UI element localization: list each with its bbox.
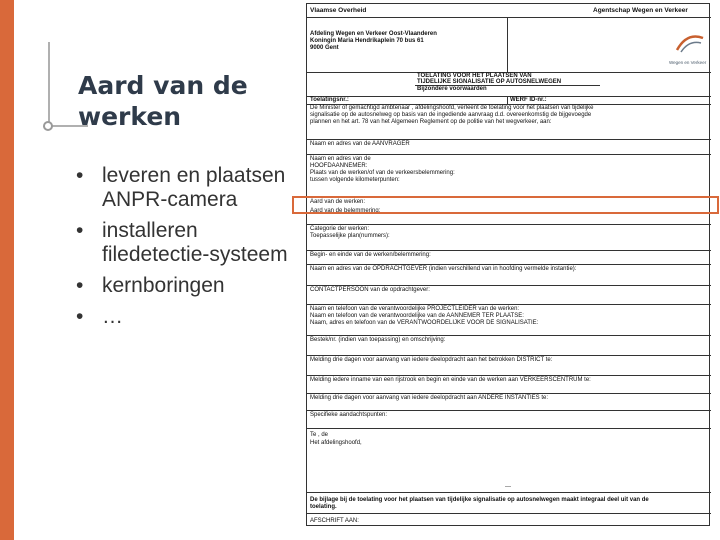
form-field-label: Melding drie dagen voor aanvang van iedere deelopdracht aan ANDERE INSTANTIES te: — [310, 395, 549, 401]
form-divider — [307, 285, 711, 286]
bullet-list — [72, 164, 297, 336]
bullet-icon: • — [76, 219, 84, 242]
form-divider — [307, 393, 711, 394]
form-heading: TIJDELIJKE SIGNALISATIE OP AUTOSNELWEGEN — [417, 79, 562, 85]
form-field-label: Aard van de werken: — [310, 199, 366, 205]
form-field-label: HOOFDAANNEMER: — [310, 163, 368, 169]
form-divider-vertical — [507, 17, 508, 72]
form-field-label: WERF ID-nr.: — [510, 97, 547, 103]
form-header-right: Agentschap Wegen en Verkeer — [593, 7, 688, 14]
bullet-item — [72, 164, 297, 212]
permit-form-document — [306, 3, 710, 526]
form-divider — [307, 264, 711, 265]
highlight-box — [292, 196, 719, 214]
form-divider — [307, 375, 711, 376]
form-intro-text: signalisatie op de autosnelweg op basis van de ingediende aanvraag d.d. overeenkomstig de bijgevoegde — [310, 112, 592, 118]
form-field-label: Naam en adres van de AANVRAGER — [310, 141, 410, 147]
logo-caption: Wegen en Verkeer — [669, 60, 707, 65]
form-divider — [307, 335, 711, 336]
form-field-label: Naam en adres van de — [310, 156, 371, 162]
form-field-label: Aard van de belemmering: — [310, 208, 381, 214]
form-intro-text: plannen en het art. 78 van het Algemeen Reglement op de politie van het wegverkeer, aan: — [310, 119, 552, 125]
form-field-label: Naam en telefoon van de verantwoordelijke van de AANNEMER TER PLAATSE: — [310, 313, 524, 319]
form-field-label: CONTACTPERSOON van de opdrachtgever: — [310, 287, 430, 293]
form-divider — [307, 17, 711, 18]
form-field-label: tussen volgende kilometerpunten: — [310, 177, 400, 183]
form-intro-text: De Minister of gemachtigd ambtenaar , afdelingshoofd, verleent de toelating voor het plaatsen van tijdelijke — [310, 105, 594, 111]
form-divider — [307, 355, 711, 356]
form-page-marker: --- — [505, 484, 511, 490]
form-header-left: Vlaamse Overheid — [310, 7, 367, 14]
wegen-verkeer-logo-icon — [673, 30, 707, 58]
form-divider — [307, 410, 711, 411]
form-field-label: Toelatingsnr.: — [310, 97, 349, 103]
form-divider — [307, 250, 711, 251]
bullet-text: leveren en plaatsen ANPR-camera — [102, 164, 286, 211]
form-heading: Bijzondere voorwaarden — [417, 86, 487, 92]
accent-bar — [0, 0, 14, 540]
form-field-label: Begin- en einde van de werken/belemmering: — [310, 252, 431, 258]
form-place-date: Te , de — [310, 432, 329, 438]
form-field-label: Naam en telefoon van de verantwoordelijke PROJECTLEIDER van de werken: — [310, 306, 520, 312]
form-field-label: Specifieke aandachtspunten: — [310, 412, 388, 418]
form-divider — [307, 304, 711, 305]
bullet-text: … — [102, 305, 123, 328]
bullet-item — [72, 274, 297, 298]
form-divider — [307, 139, 711, 140]
form-footer-note: De bijlage bij de toelating voor het plaatsen van tijdelijke signalisatie op autosnelwegen maakt integraal deel uit van de — [310, 497, 649, 503]
form-divider-vertical — [507, 96, 508, 104]
bullet-icon: • — [76, 164, 84, 187]
form-footer-note: toelating. — [310, 504, 337, 510]
form-afschrift: AFSCHRIFT AAN: — [310, 518, 359, 524]
form-dept-line: Afdeling Wegen en Verkeer Oost-Vlaanderen — [310, 31, 437, 37]
form-field-label: Plaats van de werken/of van de verkeersbelemmering: — [310, 170, 455, 176]
form-field-label: Bestek/nr. (indien van toepassing) en omschrijving: — [310, 337, 446, 343]
title-marker-dot — [43, 121, 53, 131]
bullet-item — [72, 305, 297, 329]
form-divider — [307, 154, 711, 155]
form-divider — [307, 224, 711, 225]
form-divider — [307, 428, 711, 429]
form-heading: TOELATING VOOR HET PLAATSEN VAN — [417, 73, 532, 79]
form-field-label: Naam en adres van de OPDRACHTGEVER (indien verschillend van in hoofding vermelde instantie): — [310, 266, 577, 272]
form-divider — [307, 492, 711, 493]
bullet-text: installeren filedetectie-systeem — [102, 219, 288, 266]
form-divider — [307, 513, 711, 514]
form-signatory: Het afdelingshoofd, — [310, 440, 362, 446]
form-dept-line: Koningin Maria Hendrikaplein 70 bus 61 — [310, 38, 424, 44]
form-dept-line: 9000 Gent — [310, 45, 339, 51]
form-field-label: Melding drie dagen voor aanvang van iedere deelopdracht aan het betrokken DISTRICT te: — [310, 357, 553, 363]
title-rule — [48, 42, 50, 127]
bullet-item — [72, 219, 297, 267]
form-field-label: Toepasselijke plan(nummers): — [310, 233, 390, 239]
form-field-label: Categorie der werken: — [310, 226, 370, 232]
bullet-icon: • — [76, 305, 84, 328]
bullet-text: kernboringen — [102, 274, 225, 297]
form-divider — [307, 96, 711, 97]
form-field-label: Melding iedere inname van een rijstrook en begin en einde van de werken aan VERKEERSCENTRUM te: — [310, 377, 591, 383]
form-field-label: Naam, adres en telefoon van de VERANTWOORDELIJKE VOOR DE SIGNALISATIE: — [310, 320, 539, 326]
bullet-icon: • — [76, 274, 84, 297]
slide-title: Aard van de werken — [78, 71, 248, 131]
